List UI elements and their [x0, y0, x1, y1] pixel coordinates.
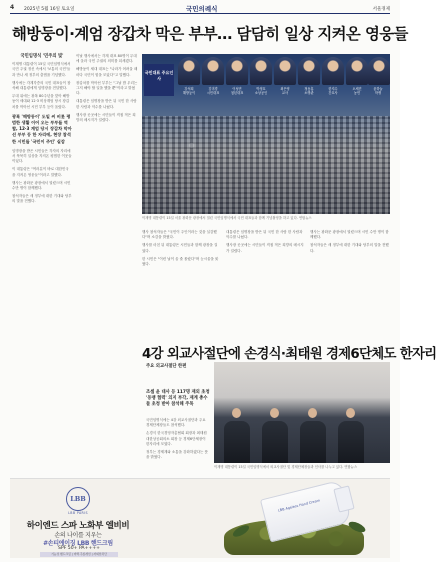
portrait-photo [346, 57, 368, 85]
article-paragraph: 대통령은 임명장을 받은 뒤 국민 한 사람 한 사람과 악수를 나눴다. [226, 230, 303, 240]
person-head [232, 408, 241, 418]
portrait-caption: 오세진 농민 [352, 87, 362, 95]
article-paragraph: 한 시민은 "이런 날이 올 줄 몰랐다"며 눈시울을 붉혔다. [142, 256, 219, 267]
right-text-column-2 [226, 230, 304, 338]
spf-label: SPF 50+ PA++++ [58, 546, 100, 551]
article-paragraph: 장갑차를 막아선 부부는 "그날 밤 우리는 그저 해야 할 일을 했을 뿐"이라고 밝혔다. [76, 80, 138, 96]
right-text-column-1 [142, 230, 220, 338]
second-photo-caption: 이재명 대통령이 15일 국민임명식에서 외교사절단 및 경제단체장들과 인사를 나누고 있다. 연합뉴스 [214, 465, 358, 469]
article-paragraph: 무대 위에는 광복 80주년을 맞아 해방둥이 세대와 12·3 비상계엄 당시 장갑차를 막아선 시민 부부 등이 올랐다. [12, 94, 70, 109]
portrait-caption: 정동훈 소방관 [304, 87, 314, 95]
person-figure [224, 421, 250, 463]
location-label: 서울경제 [372, 7, 390, 12]
portrait-photo [298, 57, 320, 85]
second-article-label-box [146, 364, 210, 388]
portrait-photo [274, 57, 296, 85]
article-paragraph: 이 대통령은 "여러분이 바로 대한민국을 지켜온 영웅들"이라고 말했다. [12, 167, 69, 177]
portrait-photo [178, 57, 200, 85]
person-figure [262, 421, 288, 463]
section-label: 국민임명식 '민주의 빛' [20, 54, 64, 59]
ad-info-bar: 기능성 핸드크림 | 미백·주름개선 | 자외선차단 [40, 552, 118, 557]
person-head [346, 408, 355, 418]
portrait-caption: 박정호 소상공인 [254, 87, 268, 95]
article-paragraph: 참석자들은 새 정부에 대한 기대와 당부의 말을 전했다. [12, 194, 72, 204]
main-photo [142, 54, 390, 214]
second-photo [214, 362, 390, 463]
portrait-photo [226, 57, 248, 85]
crowd-image [142, 116, 390, 214]
person-figure [338, 421, 364, 463]
article-paragraph: 행사장 곳곳에는 시민들이 직접 적은 희망의 메시지가 걸렸다. [226, 243, 304, 253]
portrait-photo [250, 57, 272, 85]
portrait-photo [368, 57, 390, 85]
portrait-photo [322, 57, 344, 85]
portrait-caption: 강석희 해방둥이 [182, 87, 196, 95]
ad-hashtag: #손티에이징 LBB 핸드크림 [43, 540, 113, 547]
masthead [10, 3, 390, 14]
article-paragraph: 행사장 곳곳에는 시민들이 직접 적은 희망의 메시지가 걸렸다. [76, 112, 136, 123]
page-number: 4 [10, 4, 15, 11]
article-paragraph: 행사 참석자들은 "국민이 주인이라는 것을 실감했다"며 소감을 밝혔다. [142, 230, 217, 240]
advertisement [10, 478, 390, 558]
article-paragraph: 대통령은 임명장을 받은 뒤 국민 한 사람 한 사람과 악수를 나눴다. [76, 99, 137, 109]
section-label: 주요 외교사절단 한편 [146, 364, 187, 369]
person-head [270, 408, 279, 418]
ad-tagline: 손의 나이를 지우는 [54, 532, 102, 539]
portrait-caption: 윤하늘 학생 [373, 87, 383, 95]
article-paragraph: 손경식 한국경영자총협회 회장과 최태원 대한상공회의소 회장 등 경제6단체장이 한자리에 모였다. [146, 431, 207, 446]
portrait-caption: 이성민 청년대표 [230, 87, 244, 95]
brand-name: LBB PARIS [68, 511, 88, 515]
left-column [12, 54, 72, 474]
main-headline: 해방둥이·계엄 장갑차 막은 부부… 담담히 일상 지켜온 영웅들 [12, 25, 408, 43]
second-article-body [146, 418, 210, 474]
article-paragraph: 정부는 경제계와 소통을 강화하겠다는 뜻을 밝혔다. [146, 450, 208, 460]
article-paragraph: 이날 행사에서는 각계 대표 80명이 무대에 올라 국민 주권의 의미를 되새겼다. [76, 54, 137, 64]
person-head [308, 408, 317, 418]
portrait-caption: 최은영 교사 [280, 87, 290, 95]
lead-summary: 광복 '해방둥이' 도일 씨 비롯 평범한 생활 이어 오는 부부들 역할, 12·3 계엄 당시 장갑차 막아선 부부 등 한 자리에, 현장 참석한 시민들 '국민이 주인' 실감 [12, 113, 72, 144]
article-paragraph: 행사는 광화문 광장에서 열렸으며 시민 수만 명이 함께했다. [310, 230, 389, 240]
article-paragraph: 국민임명식에는 4강 외교사절단과 주요 경제단체장들도 참석했다. [146, 418, 206, 428]
main-photo-caption: 이재명 대통령이 15일 서울 광화문 광장에서 열린 국민임명식에서 국민 대표들과 함께 기념촬영을 하고 있다. 연합뉴스 [142, 216, 312, 220]
article-paragraph: 행사를 마친 뒤 대통령은 시민들과 함께 광장을 걸었다. [142, 243, 218, 253]
article-paragraph: 참석자들은 새 정부에 대한 기대와 당부의 말을 전했다. [310, 243, 389, 253]
brand-logo: LBB [66, 487, 90, 511]
article-paragraph: 해방둥이 세대 대표는 "나라가 어려울 때마다 국민이 힘을 모았다"고 말했다. [76, 67, 138, 77]
portrait-photo [202, 57, 224, 85]
ad-title: 하이엔드 스파 노화부 엘비비 [26, 521, 130, 531]
product-label: LBB Ageless Hand Cream [277, 498, 321, 513]
right-text-column-3 [310, 230, 390, 338]
person-figure [300, 421, 326, 463]
issue-date: 2025년 5월 16일 토요일 [24, 7, 75, 12]
middle-column [76, 54, 138, 474]
article-paragraph: 행사에는 각계각층의 국민 대표들이 참석해 대통령에게 임명장을 전달했다. [12, 80, 71, 91]
article-paragraph: 행사는 광화문 광장에서 열렸으며 시민 수만 명이 함께했다. [12, 180, 71, 191]
article-paragraph: 이재명 대통령이 15일 국민임명식에서 국민 주권 정신 속에서 '보통의 국민'들과 만나 새 정부의 출범을 기념했다. [12, 62, 71, 77]
paper-name: 국민의례식 [186, 5, 218, 13]
second-article-subhead: 조셉 윤 대사 등 117명 재외 초청 '동맹 협력' 의지 부각, 재계 총수들 초청 받아 참석해 주목 [146, 390, 210, 408]
portrait-caption: 한지수 간호사 [328, 87, 338, 95]
article-paragraph: 임명장을 받은 시민들은 각자의 자리에서 묵묵히 일상을 지켜온 평범한 이웃들이었다. [12, 148, 72, 164]
second-headline: 4강 외교사절단에 손경식·최태원 경제6단체도 한자리 [142, 347, 436, 362]
photo-badge: 국민대표 주요인사 [144, 64, 174, 96]
portrait-caption: 김미경 시민대표 [206, 87, 220, 95]
